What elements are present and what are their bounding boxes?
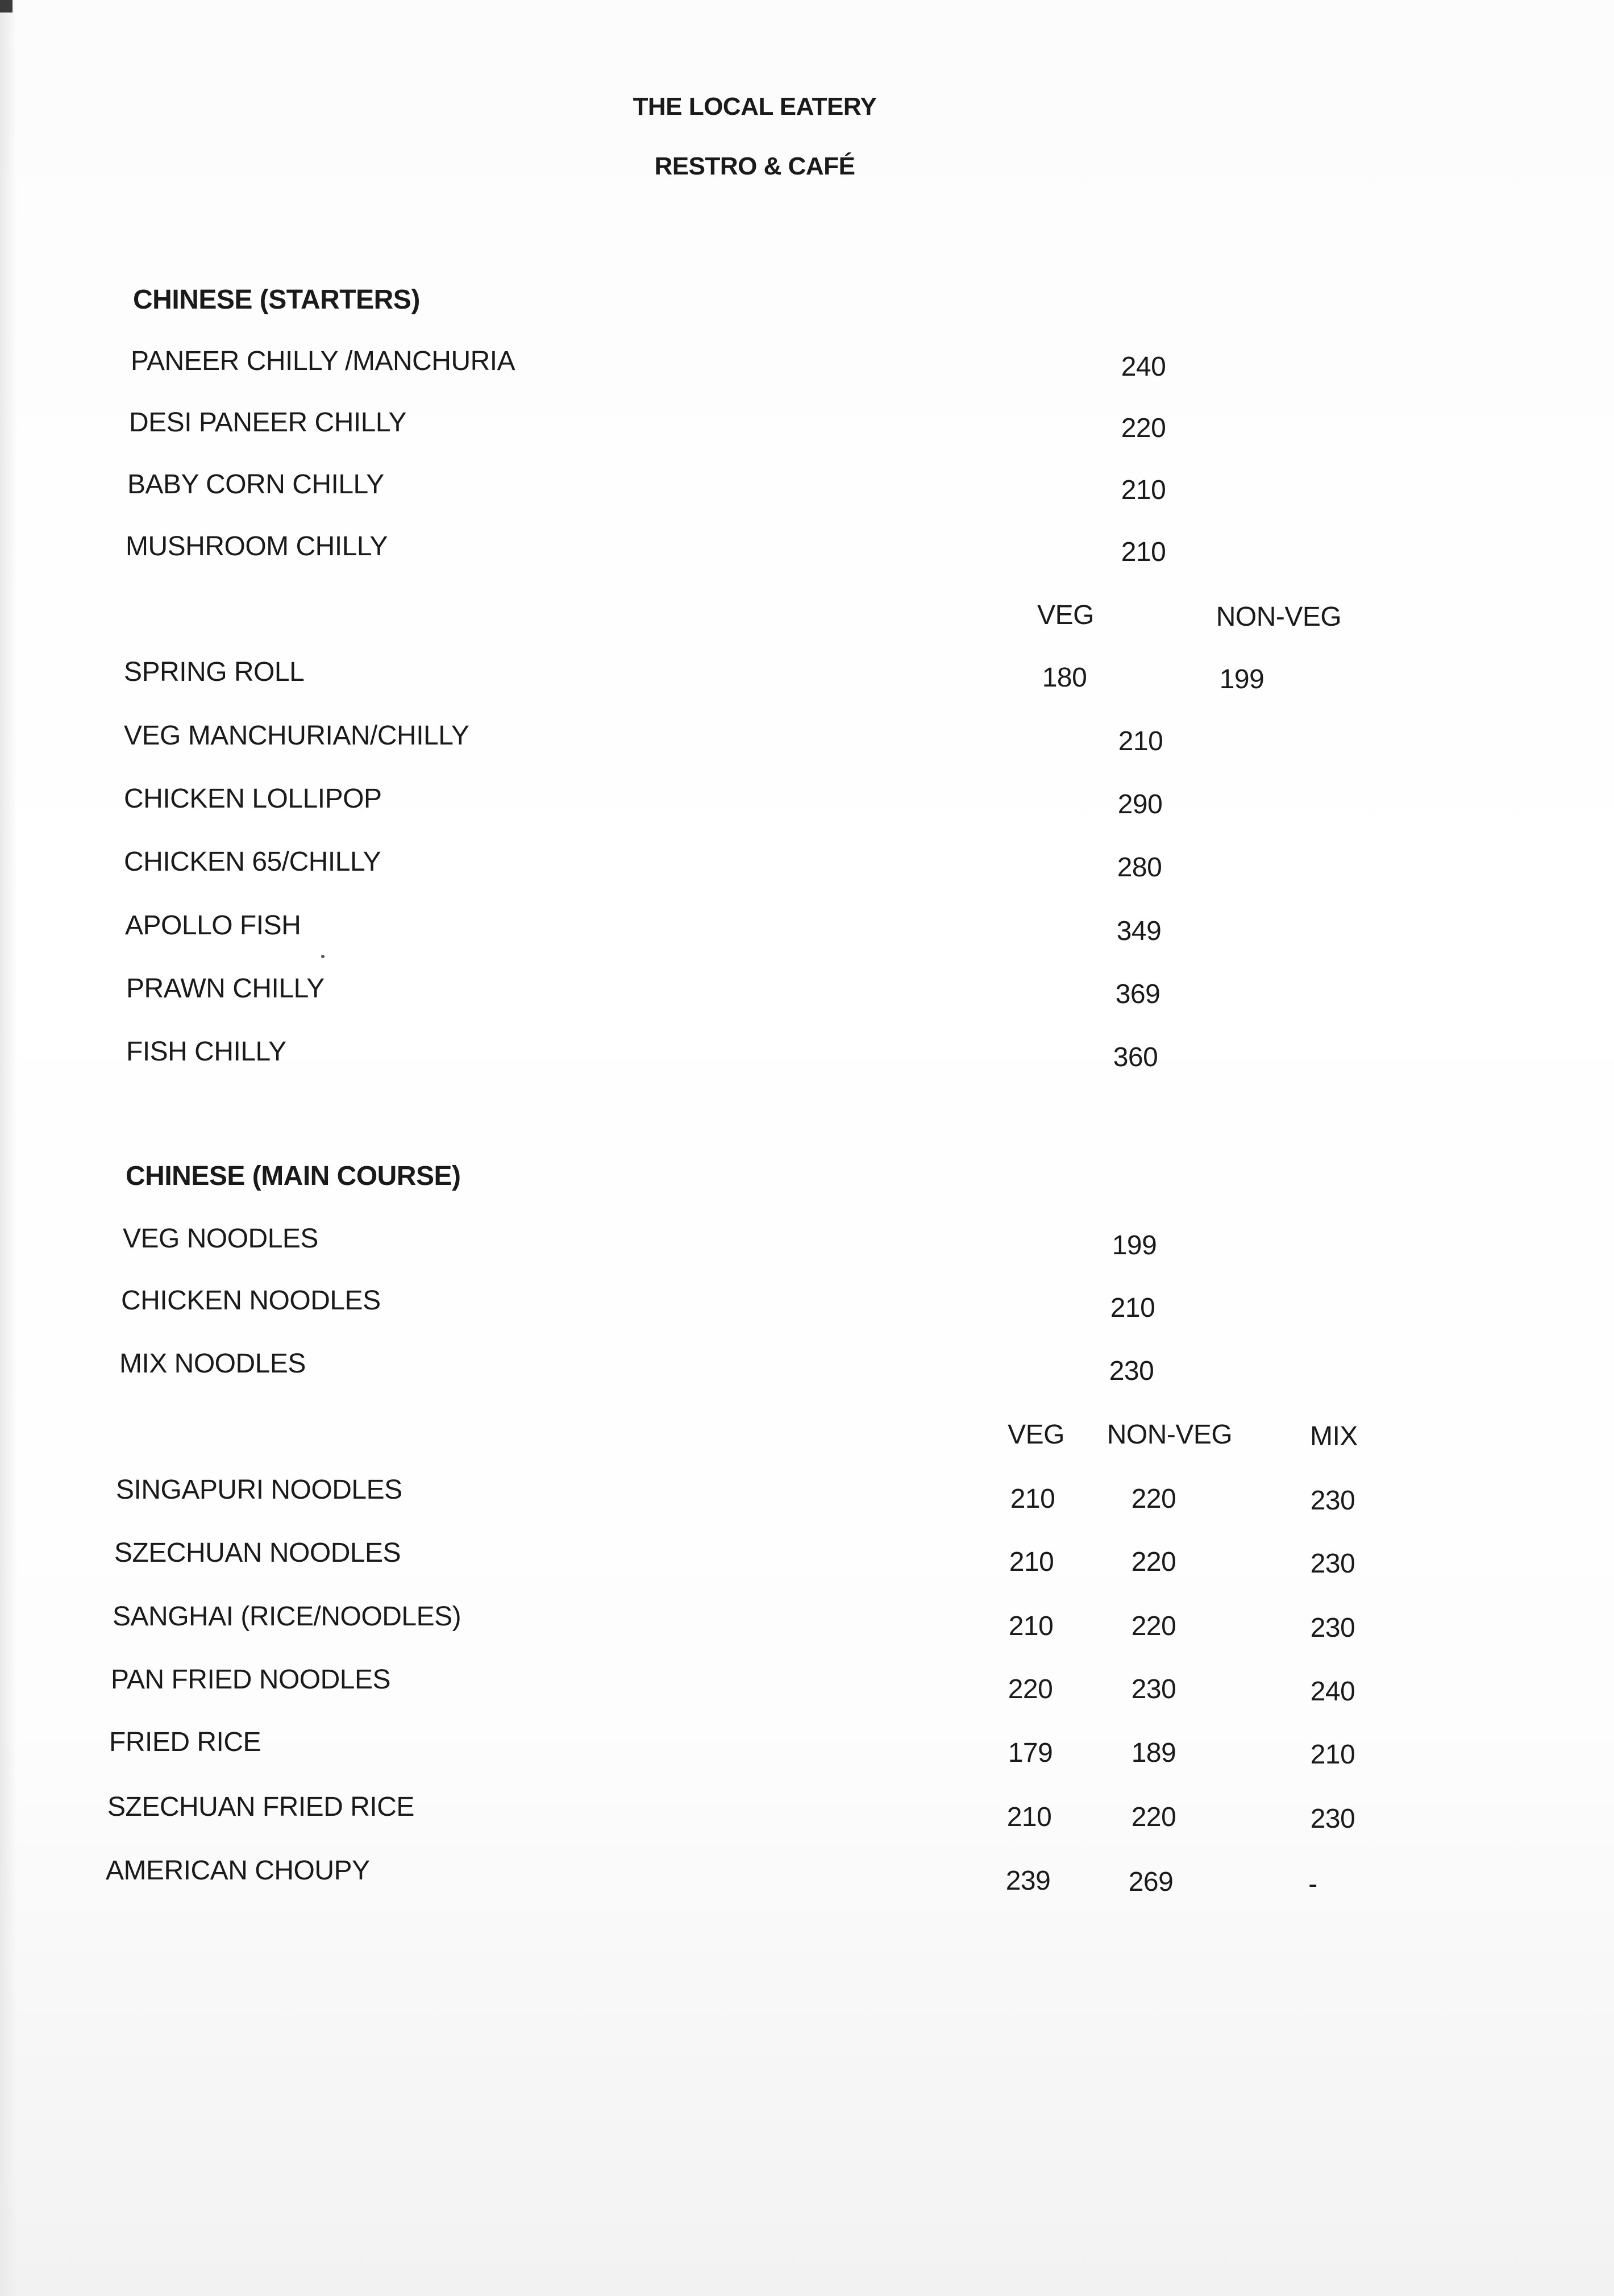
menu-item-price: 240 — [1121, 352, 1166, 382]
menu-item-name: APOLLO FISH — [125, 910, 301, 941]
menu-item-name: PRAWN CHILLY — [126, 974, 325, 1004]
menu-item-name: MUSHROOM CHILLY — [126, 531, 388, 561]
menu-item-name: PAN FRIED NOODLES — [111, 1665, 391, 1695]
menu-item-price: 349 — [1116, 916, 1162, 946]
menu-item-price-veg: 210 — [1006, 1802, 1052, 1832]
menu-item-price-nonveg: 220 — [1131, 1547, 1176, 1577]
menu-item-price: 230 — [1109, 1356, 1154, 1386]
menu-item-price: 220 — [1121, 413, 1166, 443]
menu-item-name: VEG MANCHURIAN/CHILLY — [124, 721, 469, 751]
menu-item-price: 290 — [1117, 789, 1163, 820]
column-header-veg: VEG — [1008, 1420, 1064, 1450]
menu-item-name: VEG NOODLES — [123, 1224, 318, 1254]
menu-item-price: 210 — [1121, 537, 1166, 567]
speck — [321, 955, 325, 958]
menu-item-price: 360 — [1113, 1042, 1158, 1072]
menu-item-price-mix: 210 — [1310, 1740, 1355, 1770]
menu-item-name: SPRING ROLL — [124, 657, 305, 687]
menu-item-price-veg: 210 — [1009, 1547, 1054, 1577]
menu-item-price-nonveg: 220 — [1131, 1802, 1176, 1832]
menu-item-price-veg: 239 — [1005, 1866, 1051, 1896]
menu-item-price-veg: 179 — [1008, 1738, 1053, 1768]
menu-item-name: DESI PANEER CHILLY — [129, 407, 407, 438]
menu-item-price: 280 — [1117, 852, 1162, 883]
menu-item-price: 199 — [1112, 1230, 1157, 1261]
menu-item-price-nonveg: 220 — [1131, 1611, 1176, 1641]
menu-item-price-veg: 220 — [1008, 1674, 1053, 1704]
menu-item-price-mix: 240 — [1310, 1677, 1355, 1707]
menu-item-price-mix: 230 — [1310, 1804, 1355, 1834]
menu-item-price: 210 — [1118, 726, 1163, 756]
section-heading-starters: CHINESE (STARTERS) — [133, 285, 420, 315]
menu-item-name: CHICKEN 65/CHILLY — [124, 847, 381, 877]
menu-item-name: SZECHUAN FRIED RICE — [107, 1792, 414, 1822]
section-heading-main-course: CHINESE (MAIN COURSE) — [126, 1161, 461, 1191]
menu-item-price-mix: 230 — [1310, 1486, 1355, 1516]
menu-item-price-nonveg: 220 — [1131, 1484, 1176, 1514]
restaurant-subtitle: RESTRO & CAFÉ — [654, 152, 855, 180]
menu-item-name: CHICKEN NOODLES — [121, 1286, 381, 1316]
menu-item-name: SANGHAI (RICE/NOODLES) — [113, 1602, 461, 1632]
menu-item-name: SZECHUAN NOODLES — [114, 1538, 401, 1568]
menu-item-name: MIX NOODLES — [119, 1349, 306, 1379]
menu-item-name: SINGAPURI NOODLES — [116, 1475, 402, 1505]
menu-item-price-veg: 180 — [1042, 663, 1087, 693]
menu-item-price-veg: 210 — [1008, 1611, 1054, 1641]
menu-item-name: FISH CHILLY — [126, 1037, 286, 1067]
column-header-veg: VEG — [1037, 600, 1094, 630]
menu-item-price-nonveg: 199 — [1219, 664, 1264, 694]
menu-item-name: PANEER CHILLY /MANCHURIA — [131, 346, 515, 376]
menu-item-price: 369 — [1115, 979, 1160, 1009]
menu-item-price: 210 — [1110, 1293, 1155, 1323]
menu-item-name: FRIED RICE — [109, 1727, 261, 1757]
menu-item-price-mix: - — [1308, 1869, 1317, 1899]
menu-item-price: 210 — [1121, 475, 1166, 505]
menu-item-price-mix: 230 — [1310, 1613, 1355, 1643]
menu-item-name: AMERICAN CHOUPY — [106, 1856, 370, 1886]
column-header-nonveg: NON-VEG — [1216, 602, 1342, 632]
restaurant-name: THE LOCAL EATERY — [633, 93, 877, 120]
menu-item-name: CHICKEN LOLLIPOP — [124, 784, 382, 814]
menu-item-price-mix: 230 — [1310, 1549, 1355, 1579]
column-header-nonveg: NON-VEG — [1106, 1420, 1233, 1450]
menu-item-price-veg: 210 — [1010, 1484, 1055, 1514]
menu-item-price-nonveg: 269 — [1128, 1867, 1174, 1897]
menu-item-name: BABY CORN CHILLY — [127, 469, 384, 500]
column-header-mix: MIX — [1310, 1421, 1358, 1451]
menu-item-price-nonveg: 189 — [1131, 1738, 1176, 1768]
menu-item-price-nonveg: 230 — [1131, 1674, 1176, 1704]
